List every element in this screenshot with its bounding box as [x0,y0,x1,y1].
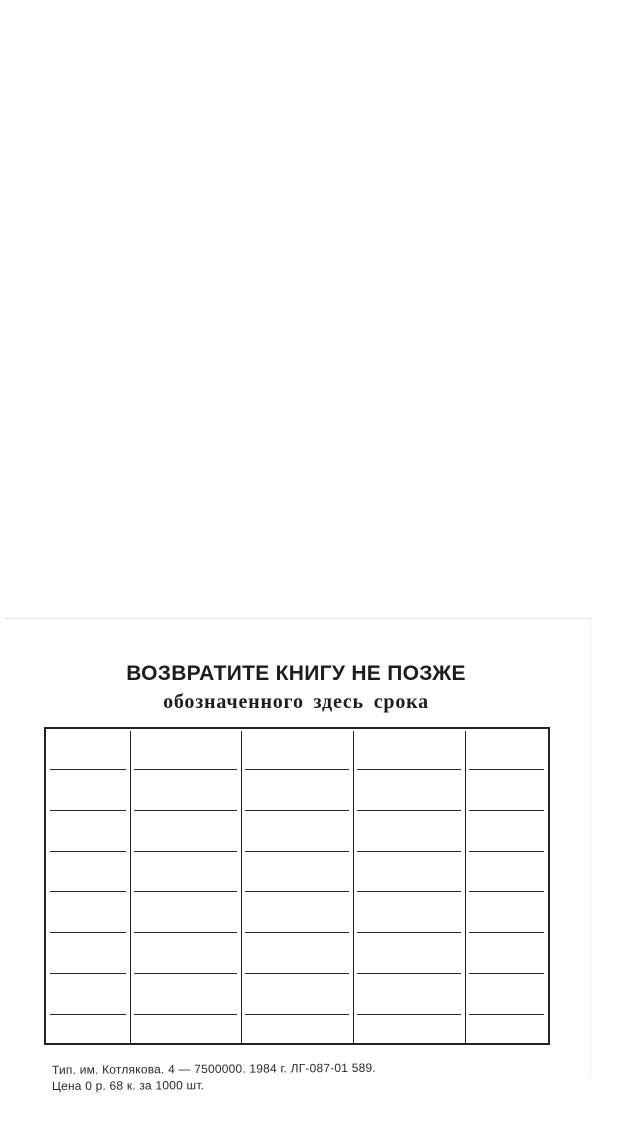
grid-row-line [469,932,544,933]
grid-row-line [245,891,349,892]
grid-row-line [245,932,349,933]
slip-heading: ВОЗВРАТИТЕ КНИГУ НЕ ПОЗЖЕ [126,662,466,685]
grid-row-line [357,1014,461,1015]
grid-row-line [50,932,126,933]
grid-row-line [357,973,461,974]
due-date-grid [44,727,550,1045]
slip-subheading: обозначенного здесь срока [163,691,429,713]
grid-row-line [245,973,349,974]
grid-row-line [134,932,237,933]
grid-row-line [245,810,349,811]
grid-row-line [357,891,461,892]
grid-column-divider [130,731,131,1043]
grid-row-line [469,1014,544,1015]
grid-row-line [134,891,237,892]
grid-row-line [245,769,349,770]
grid-row-line [50,1014,126,1015]
grid-column-divider [465,731,466,1043]
grid-row-line [357,769,461,770]
grid-row-line [50,973,126,974]
grid-row-line [134,851,237,852]
imprint-line-1: Тип. им. Котлякова. 4 — 7500000. 1984 г. ЛГ-087-01 589. [51,1060,376,1077]
grid-row-line [50,891,126,892]
grid-row-line [134,1014,237,1015]
grid-row-line [50,851,126,852]
grid-row-line [134,810,237,811]
grid-row-line [469,810,544,811]
grid-column-divider [241,731,242,1043]
slip-right-edge [590,618,591,1078]
grid-row-line [469,769,544,770]
grid-row-line [469,973,544,974]
slip-top-edge [4,618,592,619]
grid-row-line [357,932,461,933]
grid-row-line [469,891,544,892]
grid-column-divider [353,731,354,1043]
grid-row-line [50,769,126,770]
imprint-line-2: Цена 0 р. 68 к. за 1000 шт. [51,1078,205,1093]
grid-row-line [357,810,461,811]
grid-row-line [50,810,126,811]
grid-row-line [245,1014,349,1015]
grid-row-line [245,851,349,852]
grid-row-line [134,769,237,770]
grid-row-line [357,851,461,852]
grid-row-line [134,973,237,974]
grid-row-line [469,851,544,852]
